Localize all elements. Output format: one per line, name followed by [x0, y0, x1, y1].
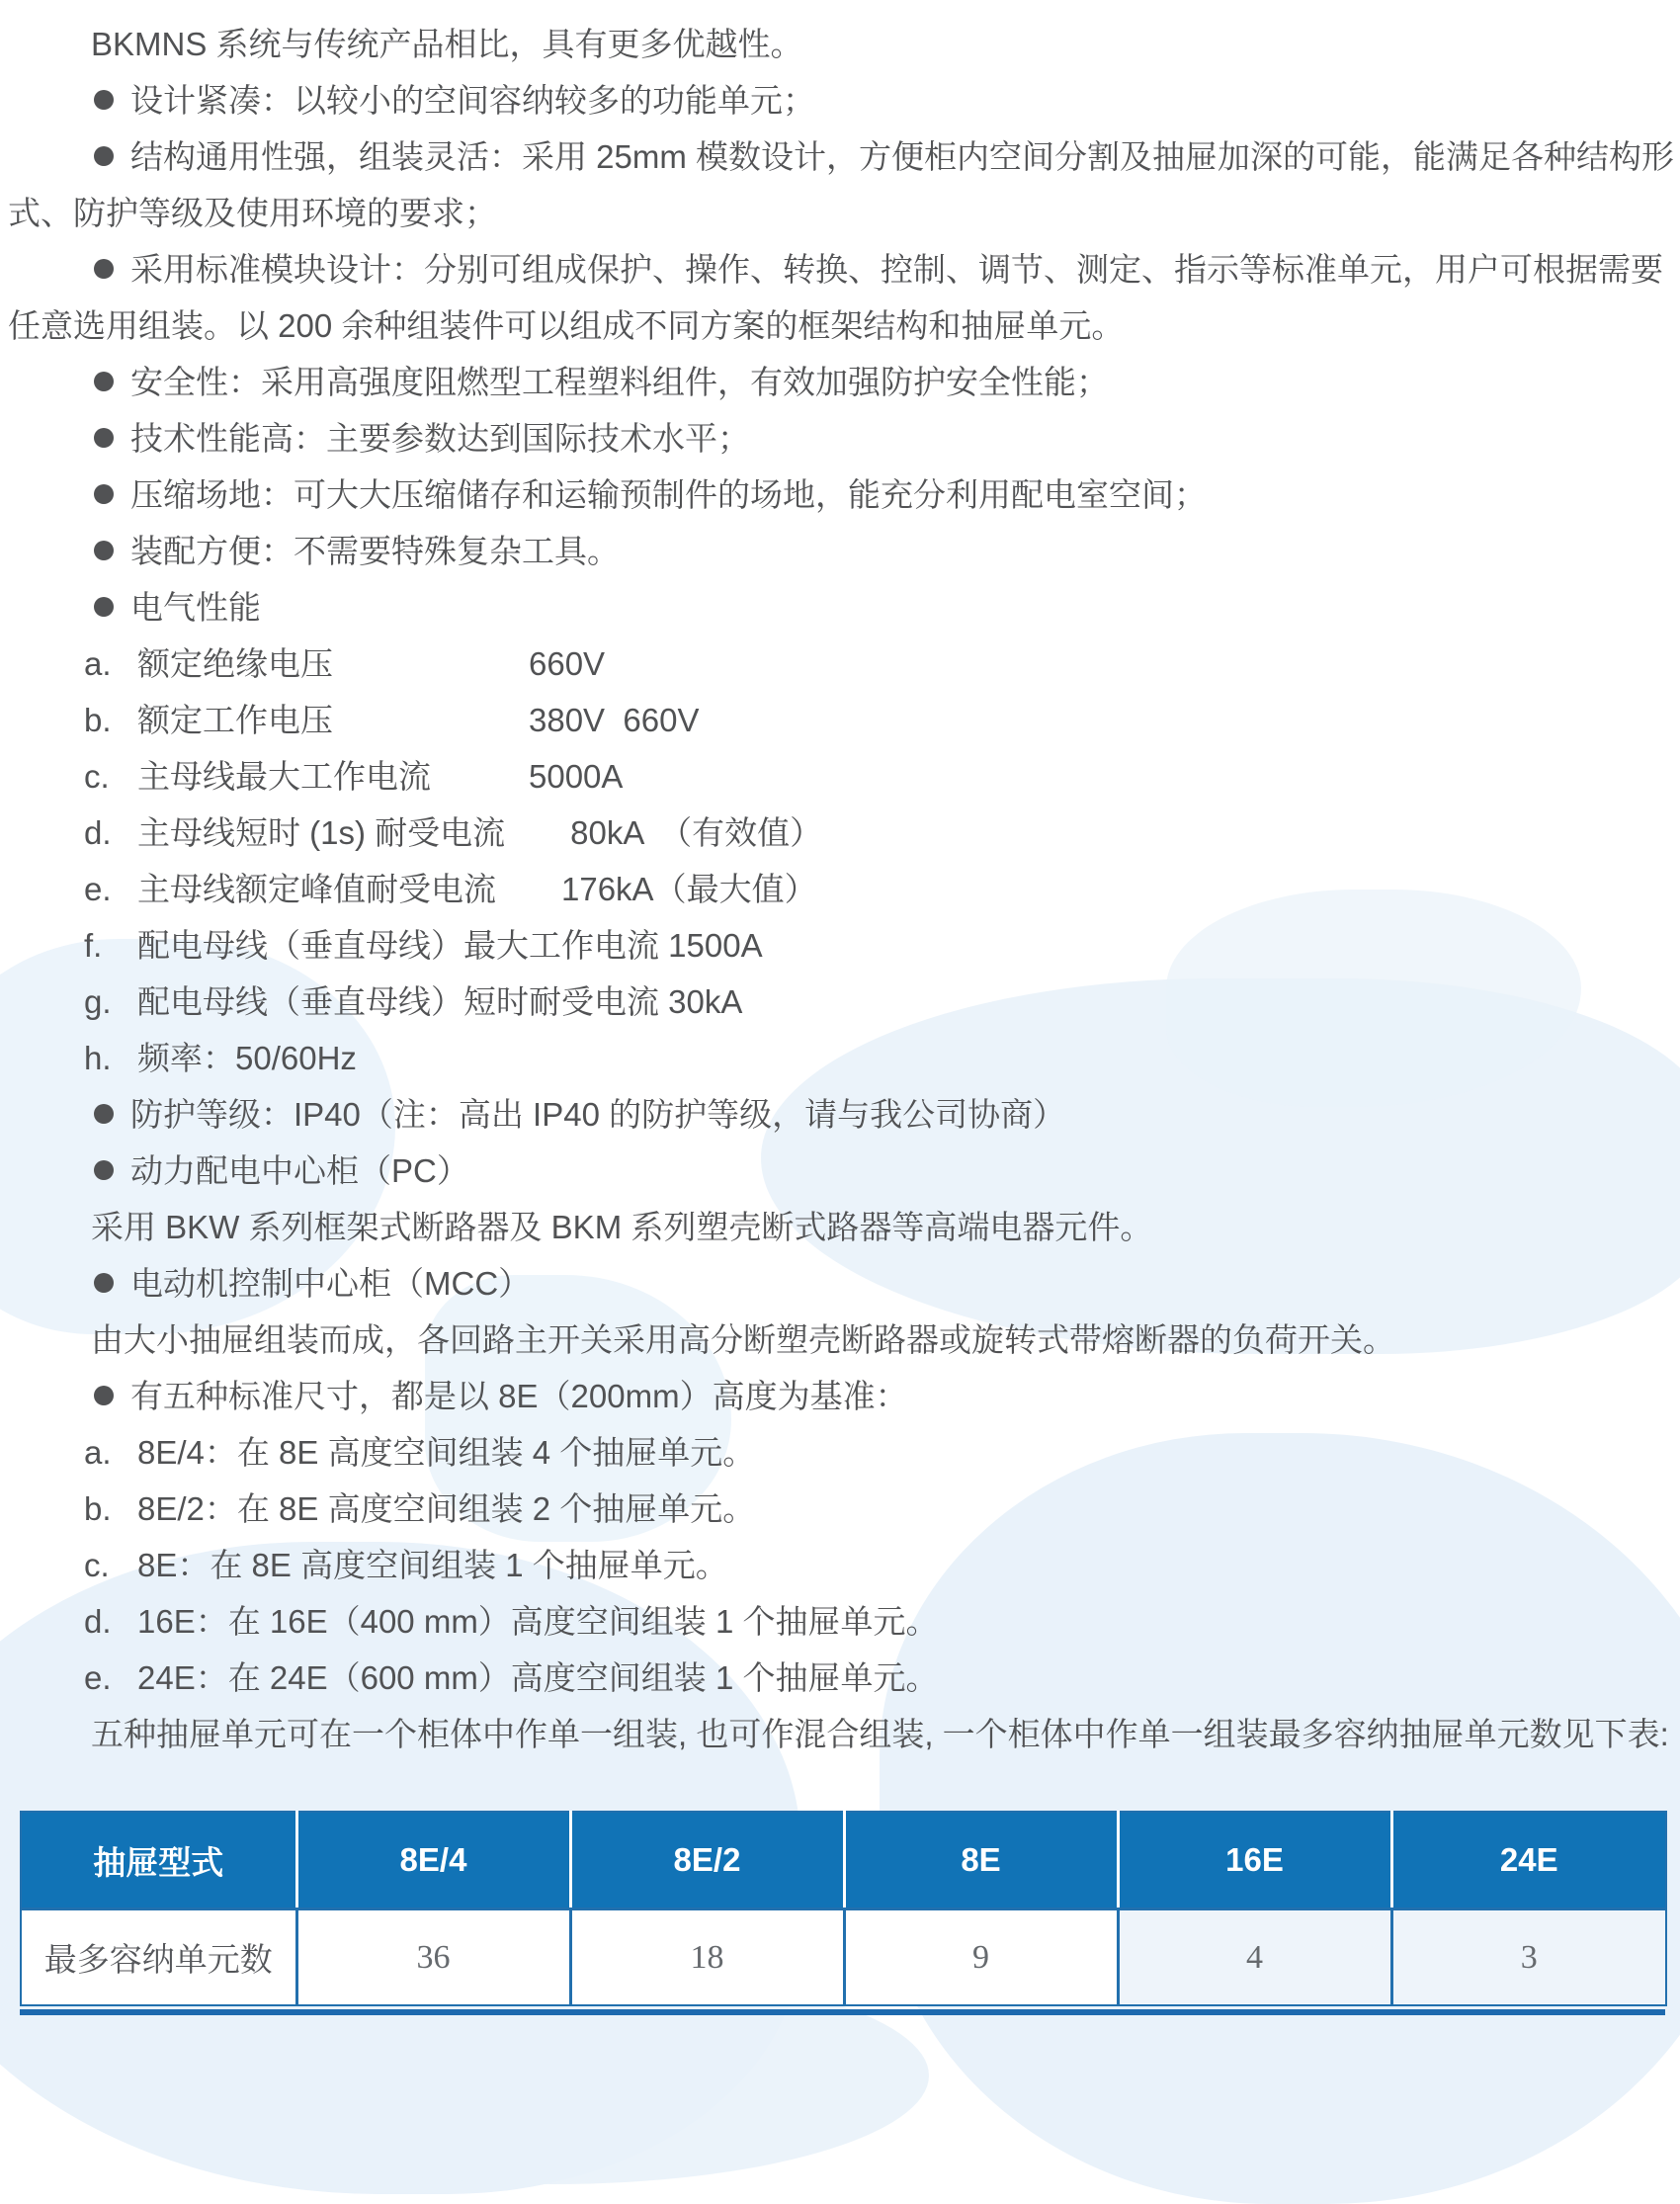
text-line-content: 动力配电中心柜（PC）	[130, 1152, 469, 1189]
text-line	[0, 523, 1680, 579]
text-line-content: 主母线最大工作电流 5000A	[137, 758, 624, 795]
item-letter: c.	[84, 1547, 110, 1583]
text-line	[0, 128, 1680, 185]
text-line-content: 防护等级：IP40（注：高出 IP40 的防护等级，请与我公司协商）	[130, 1096, 1066, 1133]
text-line	[0, 410, 1680, 466]
text-line-content: 频率：50/60Hz	[137, 1040, 357, 1076]
text-line-content: 式、防护等级及使用环境的要求；	[8, 195, 497, 231]
text-line	[0, 354, 1680, 410]
text-line-content: 安全性：采用高强度阻燃型工程塑料组件，有效加强防护安全性能；	[130, 364, 1109, 400]
text-line	[0, 466, 1680, 523]
text-line-content: 采用 BKW 系列框架式断路器及 BKM 系列塑壳断式路器等高端电器元件。	[91, 1209, 1153, 1245]
text-line-content: 配电母线（垂直母线）短时耐受电流 30kA	[137, 983, 743, 1020]
text-line-content: BKMNS 系统与传统产品相比，具有更多优越性。	[91, 26, 803, 62]
text-line	[0, 185, 1680, 241]
item-letter: a.	[84, 1434, 112, 1471]
table-bottom-rule	[20, 2009, 1665, 2015]
text-line-content: 压缩场地：可大大压缩储存和运输预制件的场地，能充分利用配电室空间；	[130, 476, 1207, 513]
text-line	[0, 297, 1680, 354]
text-line-content: 电气性能	[130, 589, 261, 626]
text-line-content: 额定工作电压 380V 660V	[137, 702, 700, 738]
text-line-content: 由大小抽屉组装而成，各回路主开关采用高分断塑壳断路器或旋转式带熔断器的负荷开关。	[91, 1321, 1395, 1358]
drawer-capacity-table	[20, 1811, 1665, 2015]
item-letter: c.	[84, 758, 110, 795]
bullet-icon	[94, 372, 114, 391]
bullet-icon	[94, 428, 114, 448]
text-line	[0, 1368, 1680, 1424]
item-letter: e.	[84, 1659, 112, 1696]
text-line	[0, 1481, 1680, 1537]
text-line	[0, 1143, 1680, 1199]
item-letter: h.	[84, 1040, 112, 1076]
text-line-content: 装配方便：不需要特殊复杂工具。	[130, 533, 620, 569]
table-row-label: 最多容纳单元数	[21, 1909, 296, 2006]
text-line	[0, 72, 1680, 128]
text-line-content: 配电母线（垂直母线）最大工作电流 1500A	[137, 927, 763, 964]
table-header-cell: 16E	[1118, 1812, 1391, 1909]
table-header-cell: 24E	[1391, 1812, 1666, 1909]
text-line	[0, 1312, 1680, 1368]
text-line-content: 8E：在 8E 高度空间组装 1 个抽屉单元。	[137, 1547, 728, 1583]
table-header-cell: 8E/4	[296, 1812, 570, 1909]
item-letter: b.	[84, 702, 112, 738]
table-cell: 3	[1391, 1909, 1666, 2006]
text-line-content: 结构通用性强，组装灵活：采用 25mm 模数设计，方便柜内空间分割及抽屉加深的可能，能满足各种结构形	[130, 138, 1675, 175]
text-line	[0, 1593, 1680, 1650]
bullet-icon	[94, 1160, 114, 1180]
text-line	[0, 636, 1680, 692]
text-line	[0, 974, 1680, 1030]
bullet-icon	[94, 259, 114, 279]
text-line	[0, 1030, 1680, 1086]
text-line	[0, 16, 1680, 72]
text-line-content: 电动机控制中心柜（MCC）	[130, 1265, 532, 1302]
table-cell: 4	[1118, 1909, 1391, 2006]
table-cell: 36	[296, 1909, 570, 2006]
text-line-content: 24E：在 24E（600 mm）高度空间组装 1 个抽屉单元。	[137, 1659, 939, 1696]
table-header-row	[21, 1812, 1666, 1909]
text-line-content: 技术性能高：主要参数达到国际技术水平；	[130, 420, 750, 457]
spec-table	[20, 1811, 1667, 2006]
bullet-icon	[94, 90, 114, 110]
text-line	[0, 1537, 1680, 1593]
item-letter: e.	[84, 871, 112, 907]
bullet-icon	[94, 1104, 114, 1124]
table-cell: 18	[570, 1909, 844, 2006]
bullet-icon	[94, 1386, 114, 1405]
item-letter: d.	[84, 814, 112, 851]
text-line	[0, 748, 1680, 805]
text-line-content: 五种抽屉单元可在一个柜体中作单一组装, 也可作混合组装, 一个柜体中作单一组装最多容纳抽屉单元数见下表:	[91, 1716, 1669, 1752]
text-line	[0, 241, 1680, 297]
text-line	[0, 1706, 1680, 1762]
text-line-content: 额定绝缘电压 660V	[137, 645, 606, 682]
text-line	[0, 805, 1680, 861]
text-line	[0, 1086, 1680, 1143]
item-letter: b.	[84, 1490, 112, 1527]
table-cell: 9	[844, 1909, 1118, 2006]
text-line	[0, 579, 1680, 636]
table-row	[21, 1909, 1666, 2006]
table-header-cell: 抽屉型式	[21, 1812, 296, 1909]
text-line	[0, 692, 1680, 748]
table-header-cell: 8E	[844, 1812, 1118, 1909]
item-letter: a.	[84, 645, 112, 682]
text-line-content: 任意选用组装。以 200 余种组装件可以组成不同方案的框架结构和抽屉单元。	[8, 307, 1125, 344]
bullet-icon	[94, 146, 114, 166]
item-letter: f.	[84, 927, 103, 964]
text-line-content: 有五种标准尺寸，都是以 8E（200mm）高度为基准：	[130, 1378, 908, 1414]
text-flow	[0, 16, 1680, 1762]
text-line-content: 8E/4：在 8E 高度空间组装 4 个抽屉单元。	[137, 1434, 756, 1471]
text-line	[0, 1199, 1680, 1255]
bullet-icon	[94, 1273, 114, 1293]
text-line-content: 16E：在 16E（400 mm）高度空间组装 1 个抽屉单元。	[137, 1603, 939, 1640]
text-line-content: 8E/2：在 8E 高度空间组装 2 个抽屉单元。	[137, 1490, 756, 1527]
text-line	[0, 1255, 1680, 1312]
item-letter: d.	[84, 1603, 112, 1640]
text-line-content: 采用标准模块设计：分别可组成保护、操作、转换、控制、调节、测定、指示等标准单元，用户可根据需要	[130, 251, 1663, 288]
text-line-content: 主母线额定峰值耐受电流 176kA（最大值）	[137, 871, 817, 907]
text-line-content: 设计紧凑：以较小的空间容纳较多的功能单元；	[130, 82, 815, 119]
text-line	[0, 1650, 1680, 1706]
text-line	[0, 917, 1680, 974]
bullet-icon	[94, 541, 114, 560]
bullet-icon	[94, 484, 114, 504]
table-header-cell: 8E/2	[570, 1812, 844, 1909]
bullet-icon	[94, 597, 114, 617]
item-letter: g.	[84, 983, 112, 1020]
text-line	[0, 861, 1680, 917]
text-line-content: 主母线短时 (1s) 耐受电流 80kA （有效值）	[137, 814, 823, 851]
text-line	[0, 1424, 1680, 1481]
